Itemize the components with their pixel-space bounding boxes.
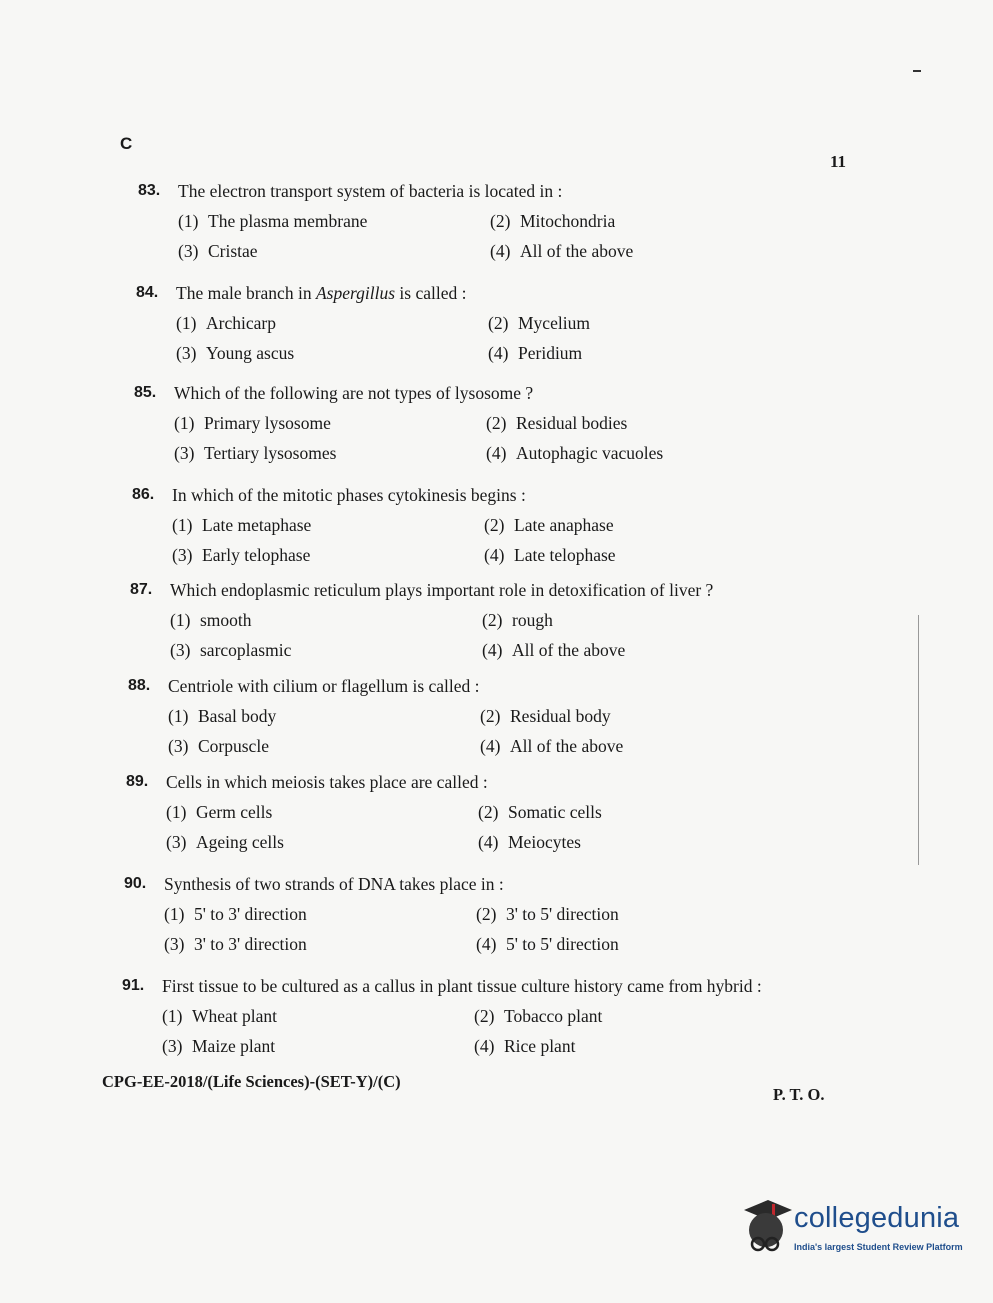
question-89 [126,771,846,853]
option-4: (4) All of the above [482,640,626,660]
question-84 [136,282,856,364]
option-4: (4) Late telophase [484,545,616,565]
option-1: (1) Late metaphase [172,515,312,535]
option-4: (4) 5' to 5' direction [476,934,619,954]
student-mascot-icon [738,1198,794,1258]
option-1: (1) Basal body [168,706,277,726]
question-text: The electron transport system of bacteria is located in : [178,181,563,201]
option-4: (4) All of the above [490,241,634,261]
question-number: 91. [122,977,145,994]
option-3: (3) Maize plant [162,1036,276,1056]
question-text: Cells in which meiosis takes place are called : [166,772,488,792]
collegedunia-watermark [738,1198,968,1258]
option-3: (3) Early telophase [172,545,311,565]
option-1: (1) Wheat plant [162,1006,278,1026]
option-3: (3) sarcoplasmic [170,640,292,660]
brand-name: collegedunia [794,1202,960,1234]
question-text: Centriole with cilium or flagellum is called : [168,676,480,696]
brand-tagline: India's largest Student Review Platform [794,1242,963,1252]
options [170,609,850,661]
question-text: Which of the following are not types of lysosome ? [174,383,534,403]
options [176,312,856,364]
option-1: (1) The plasma membrane [178,211,368,231]
page-number: 11 [830,152,847,171]
option-1: (1) 5' to 3' direction [164,904,307,924]
question-88 [128,675,848,757]
question-text: Synthesis of two strands of DNA takes place in : [164,874,504,894]
question-text: In which of the mitotic phases cytokinesis begins : [172,485,526,505]
scan-mark [913,70,921,72]
option-2: (2) Residual bodies [486,413,628,433]
option-2: (2) Mitochondria [490,211,616,231]
option-2: (2) Late anaphase [484,515,614,535]
question-number: 85. [134,384,157,401]
question-91 [122,975,842,1057]
option-1: (1) Primary lysosome [174,413,331,433]
paper-code: CPG-EE-2018/(Life Sciences)-(SET-Y)/(C) [102,1072,401,1091]
options [162,1005,842,1057]
option-2: (2) rough [482,610,553,630]
question-number: 86. [132,486,155,503]
option-1: (1) smooth [170,610,252,630]
options [166,801,846,853]
please-turn-over: P. T. O. [773,1085,825,1104]
options [164,903,844,955]
question-text: First tissue to be cultured as a callus in plant tissue culture history came from hybrid : [162,976,762,996]
option-2: (2) Mycelium [488,313,590,333]
question-number: 84. [136,284,159,301]
options [168,705,848,757]
option-4: (4) Meiocytes [478,832,581,852]
option-4: (4) Rice plant [474,1036,576,1056]
question-85 [134,382,854,464]
option-3: (3) Young ascus [176,343,295,363]
option-2: (2) Somatic cells [478,802,602,822]
question-text: Which endoplasmic reticulum plays important role in detoxification of liver ? [170,580,714,600]
question-number: 89. [126,773,149,790]
question-87 [130,579,850,661]
options [178,210,858,262]
options [172,514,852,566]
option-2: (2) Tobacco plant [474,1006,603,1026]
scan-edge-line [918,615,919,865]
option-4: (4) All of the above [480,736,624,756]
option-3: (3) Ageing cells [166,832,284,852]
set-letter: C [120,134,133,153]
question-text: The male branch in Aspergillus is called : [176,283,467,303]
question-83 [138,180,858,262]
question-86 [132,484,852,566]
question-number: 90. [124,875,147,892]
option-1: (1) Germ cells [166,802,273,822]
options [174,412,854,464]
option-2: (2) 3' to 5' direction [476,904,619,924]
option-3: (3) Corpuscle [168,736,269,756]
option-3: (3) 3' to 3' direction [164,934,307,954]
option-3: (3) Cristae [178,241,258,261]
option-1: (1) Archicarp [176,313,276,333]
question-number: 87. [130,581,153,598]
option-3: (3) Tertiary lysosomes [174,443,337,463]
option-4: (4) Peridium [488,343,583,363]
option-4: (4) Autophagic vacuoles [486,443,664,463]
question-number: 88. [128,677,151,694]
question-90 [124,873,844,955]
option-2: (2) Residual body [480,706,611,726]
question-number: 83. [138,182,161,199]
